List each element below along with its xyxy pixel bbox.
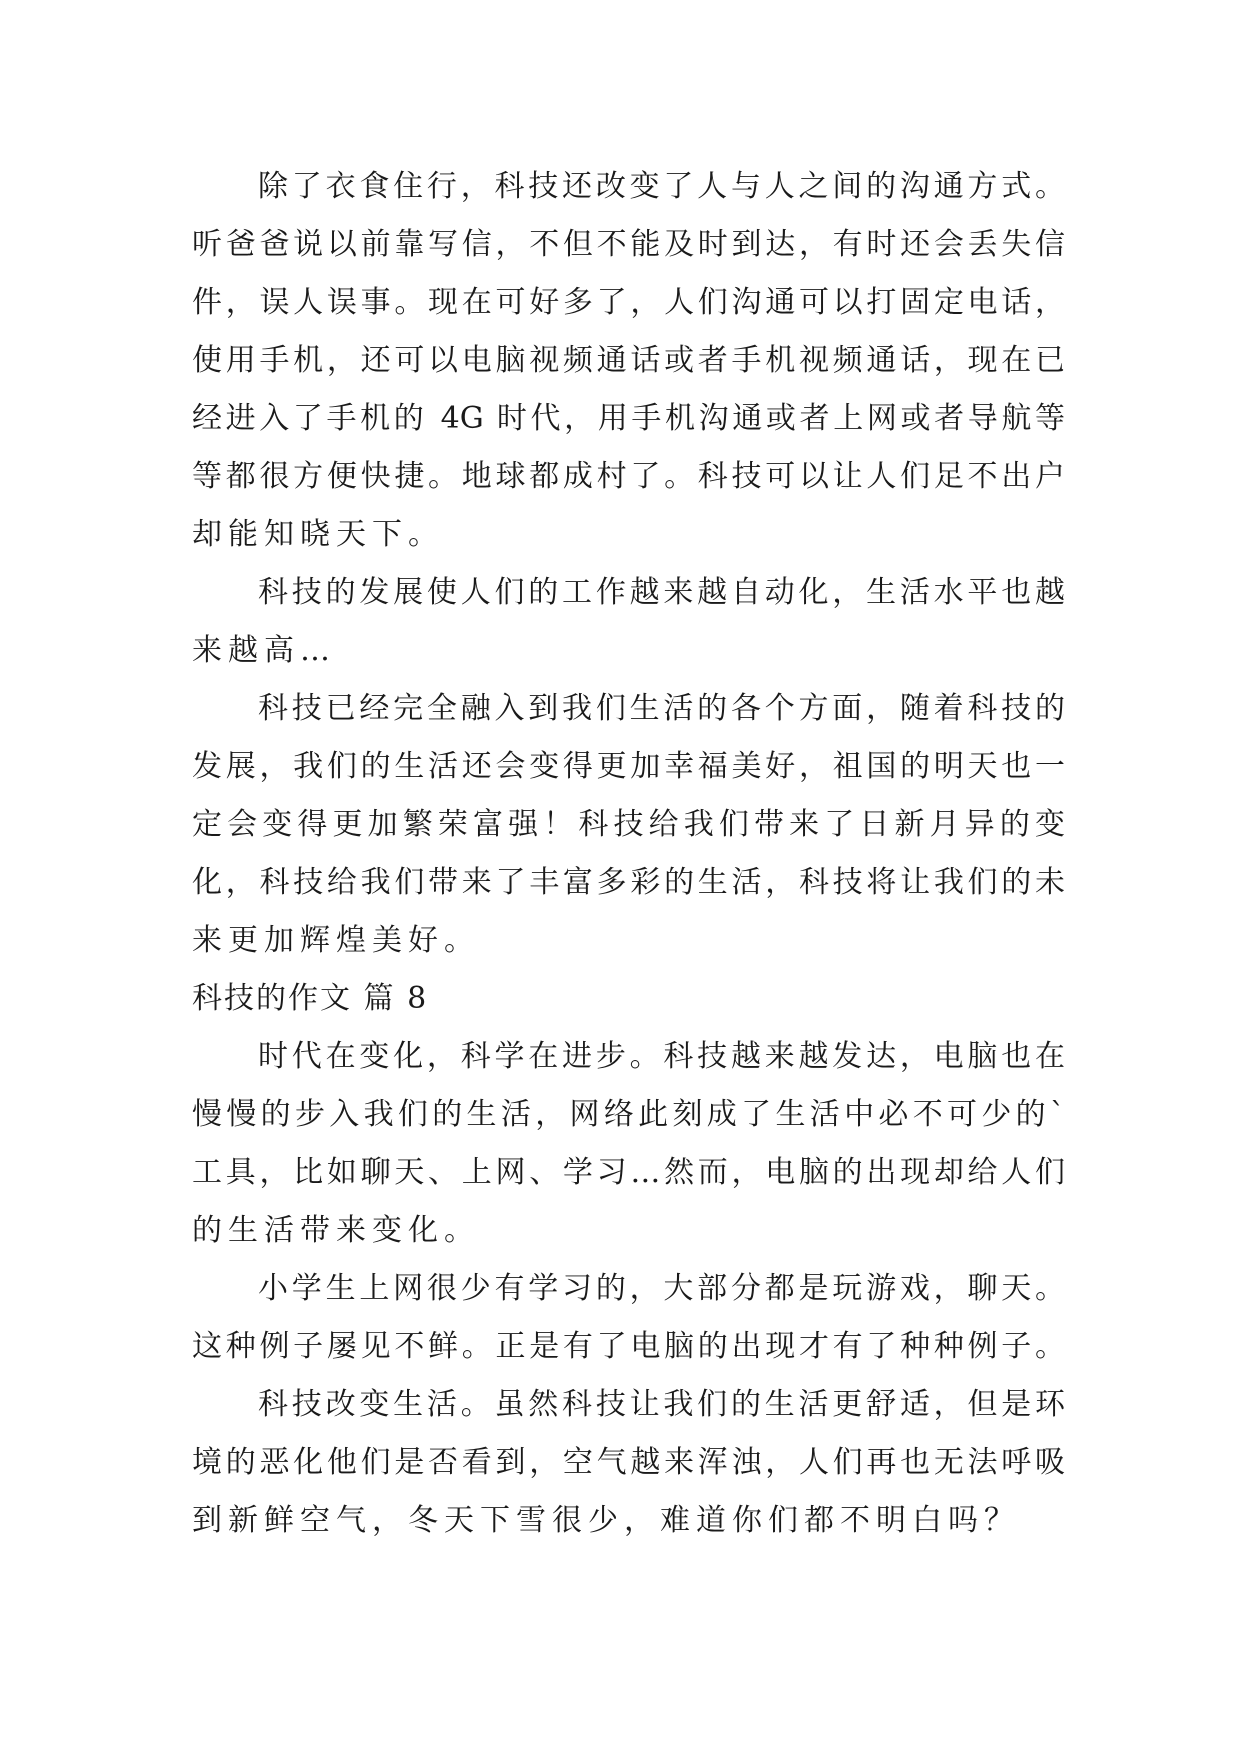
text-line: 件，误人误事。现在可好多了，人们沟通可以打固定电话， [192,285,1065,320]
text-line: 却能知晓天下。 [192,517,444,552]
text-line: 这种例子屡见不鲜。正是有了电脑的出现才有了种种例子。 [192,1329,1065,1364]
paragraph-6 [192,1376,1092,1550]
text-line: 时代在变化，科学在进步。科技越来越发达，电脑也在 [258,1039,1065,1074]
text-line: 科技的发展使人们的工作越来越自动化，生活水平也越 [258,575,1065,610]
text-line: 境的恶化他们是否看到，空气越来浑浊，人们再也无法呼吸 [192,1445,1065,1480]
text-line: 工具，比如聊天、上网、学习…然而，电脑的出现却给人们 [192,1155,1065,1190]
text-line: 发展，我们的生活还会变得更加幸福美好，祖国的明天也一 [192,749,1065,784]
paragraph-5 [192,1260,1092,1376]
text-line: 使用手机，还可以电脑视频通话或者手机视频通话，现在已 [192,343,1065,378]
text-line: 经进入了手机的 4G 时代，用手机沟通或者上网或者导航等 [192,401,1065,436]
paragraph-4 [192,1028,1092,1260]
section-heading: 科技的作文 篇 8 [192,981,429,1016]
text-line: 小学生上网很少有学习的，大部分都是玩游戏，聊天。 [258,1271,1065,1306]
text-line: 等都很方便快捷。地球都成村了。科技可以让人们足不出户 [192,459,1065,494]
text-line: 除了衣食住行，科技还改变了人与人之间的沟通方式。 [258,169,1065,204]
text-line: 来更加辉煌美好。 [192,923,480,958]
text-line: 的生活带来变化。 [192,1213,480,1248]
document-page [192,158,1092,1550]
text-line: 科技已经完全融入到我们生活的各个方面，随着科技的 [258,691,1065,726]
text-line: 科技改变生活。虽然科技让我们的生活更舒适，但是环 [258,1387,1065,1422]
text-line: 慢慢的步入我们的生活，网络此刻成了生活中必不可少的` [192,1097,1065,1132]
paragraph-3 [192,680,1092,970]
text-line: 定会变得更加繁荣富强！科技给我们带来了日新月异的变 [192,807,1065,842]
text-line: 到新鲜空气，冬天下雪很少，难道你们都不明白吗？ [192,1503,1020,1538]
paragraph-1 [192,158,1092,564]
text-line: 听爸爸说以前靠写信，不但不能及时到达，有时还会丢失信 [192,227,1065,262]
paragraph-2 [192,564,1092,680]
text-line: 来越高… [192,633,336,668]
text-line: 化，科技给我们带来了丰富多彩的生活，科技将让我们的未 [192,865,1065,900]
